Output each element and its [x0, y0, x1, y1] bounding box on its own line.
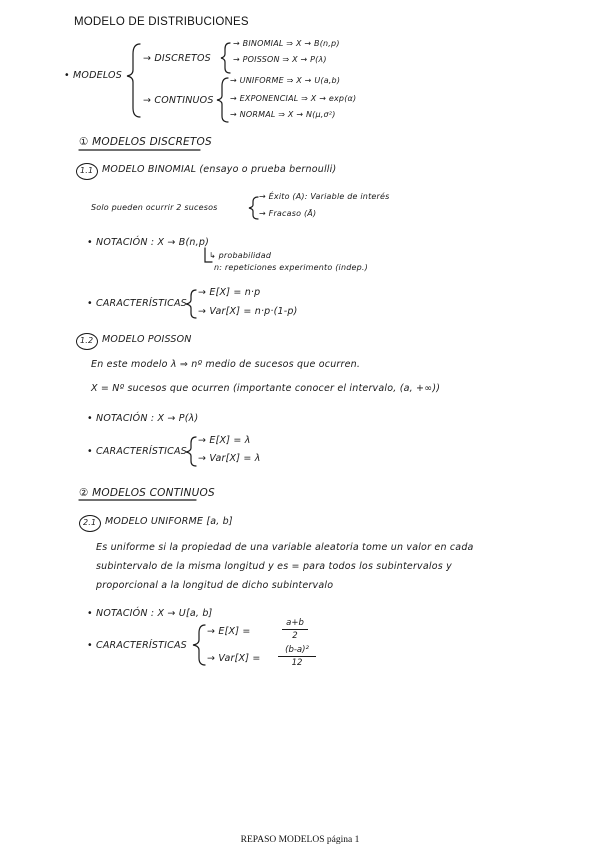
brace-continuos — [217, 78, 228, 122]
fraction-numerator: a+b — [286, 618, 304, 628]
fraction-bar — [278, 656, 316, 657]
poisson-line: → POISSON ⇒ X → P(λ) — [233, 55, 327, 64]
section-uniforme-heading: MODELO UNIFORME [a, b] — [105, 516, 233, 527]
uniforme-def-line-2: subintervalo de la misma longitud y es = para todos los subintervalos y — [96, 561, 452, 572]
modelos-label: • MODELOS — [64, 70, 122, 81]
brace-exito — [249, 197, 258, 219]
poisson-notacion: • NOTACIÓN : X → P(λ) — [87, 413, 199, 424]
uniforme-notacion: • NOTACIÓN : X → U[a, b] — [87, 608, 213, 619]
brace-car1 — [186, 290, 196, 318]
binomial-line: → BINOMIAL ⇒ X → B(n,p) — [233, 39, 340, 48]
page-footer: REPASO MODELOS página 1 — [240, 835, 360, 845]
binomial-exito-text: → Éxito (A): Variable de interés — [259, 192, 390, 201]
uniforme-caracteristicas: • CARACTERÍSTICAS — [87, 640, 187, 651]
uniforme-esperanza: → E[X] = — [207, 626, 251, 637]
section-2-1-number: 2.1 — [83, 518, 97, 527]
uniforme-varianza: → Var[X] = — [207, 653, 261, 664]
brace-discretos — [221, 43, 230, 73]
binomial-notacion: • NOTACIÓN : X → B(n,p) — [87, 237, 210, 248]
poisson-lambda-text: En este modelo λ ⇒ nº medio de sucesos que ocurren. — [91, 359, 361, 370]
discretos-label: → DISCRETOS — [143, 53, 211, 64]
uniforme-esperanza-fraction — [282, 618, 308, 641]
uniforme-def-line-3: proporcional a la longitud de dicho subintervalo — [96, 580, 334, 591]
page-title: MODELO DE DISTRIBUCIONES — [74, 16, 249, 28]
section-1-1-number: 1.1 — [80, 166, 94, 175]
uniforme-def-line-1: Es uniforme si la propiedad de una variable aleatoria tome un valor en cada — [96, 542, 474, 553]
binomial-solo-text: Solo pueden ocurrir 2 sucesos — [91, 203, 218, 212]
binomial-esperanza: → E[X] = n·p — [198, 287, 261, 298]
binomial-n-note: n: repeticiones experimento (indep.) — [214, 263, 368, 272]
binomial-caracteristicas: • CARACTERÍSTICAS — [87, 298, 187, 309]
section-discretos-heading: ① MODELOS DISCRETOS — [79, 136, 212, 148]
section-1-2-number: 1.2 — [80, 336, 94, 345]
fraction-denominator: 12 — [291, 658, 303, 668]
poisson-caracteristicas: • CARACTERÍSTICAS — [87, 446, 187, 457]
continuos-label: → CONTINUOS — [143, 95, 214, 106]
binomial-fracaso-text: → Fracaso (Ā) — [259, 209, 317, 218]
uniforme-line: → UNIFORME ⇒ X → U(a,b) — [230, 76, 341, 85]
brace-car2 — [186, 437, 196, 466]
exponencial-line: → EXPONENCIAL ⇒ X → exp(α) — [230, 94, 357, 103]
brace-modelos — [127, 44, 140, 117]
fraction-bar — [282, 629, 308, 630]
section-binomial-heading: MODELO BINOMIAL (ensayo o prueba bernoulli) — [102, 164, 337, 175]
normal-line: → NORMAL ⇒ X → N(μ,σ²) — [230, 110, 336, 119]
uniforme-varianza-fraction — [278, 645, 316, 668]
binomial-prob-note: ↳ probabilidad — [209, 251, 272, 260]
fraction-numerator: (b-a)² — [285, 645, 309, 655]
brace-car3 — [193, 625, 205, 665]
section-continuos-heading: ② MODELOS CONTINUOS — [79, 487, 215, 499]
poisson-esperanza: → E[X] = λ — [198, 435, 251, 446]
poisson-x-text: X = Nº sucesos que ocurren (importante conocer el intervalo, (a, +∞)) — [91, 383, 441, 394]
section-poisson-heading: MODELO POISSON — [102, 334, 192, 345]
poisson-varianza: → Var[X] = λ — [198, 453, 261, 464]
fraction-denominator: 2 — [292, 631, 298, 641]
binomial-varianza: → Var[X] = n·p·(1-p) — [198, 306, 298, 317]
